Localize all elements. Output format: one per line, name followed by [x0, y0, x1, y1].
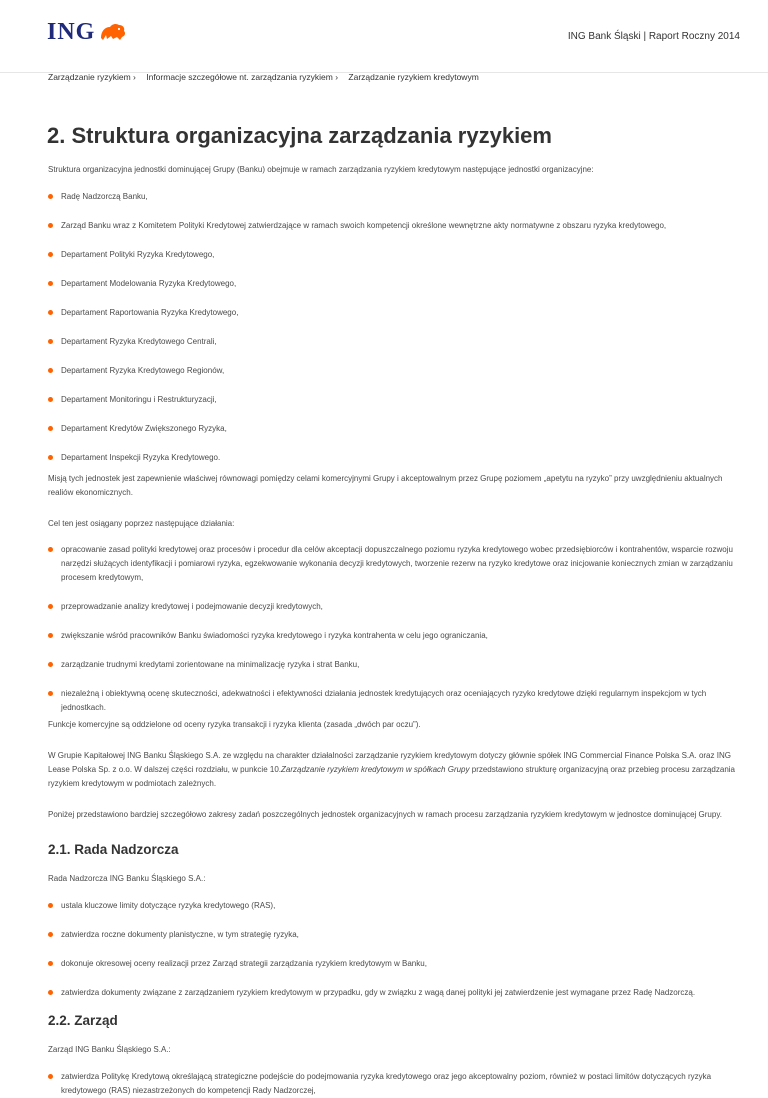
list-item: Departament Inspekcji Ryzyka Kredytowego.: [48, 451, 736, 465]
list-item: Departament Raportowania Ryzyka Kredytowego,: [48, 306, 736, 320]
list-item: Zarząd Banku wraz z Komitetem Polityki Kredytowej zatwierdzające w ramach swoich kompetencji określone wewnętrzne akty normatywne z obszaru ryzyka kredytowego,: [48, 219, 736, 233]
units-list: [48, 190, 736, 465]
list-item: zatwierdza dokumenty związane z zarządzaniem ryzykiem kredytowym w przypadku, gdy w związku z wagą danej polityki jej zatwierdzenie jest wymagane przez Radę Nadzorczą.: [48, 986, 736, 1000]
list-item: zwiększanie wśród pracowników Banku świadomości ryzyka kredytowego i ryzyka kontrahenta w celu jego ograniczania,: [48, 629, 736, 643]
group-text-start: W Grupie Kapitałowej ING Banku Śląskiego S.A. ze względu na charakter działalności zarządzanie ryzykiem kredytowym dotyczy głównie spółek ING Commercial Finance Polska S.A. oraz ING Lease Polska Sp. z o.o. W dalszej części rozdziału, w punkcie 10.: [48, 751, 731, 774]
report-title: ING Bank Śląski | Raport Roczny 2014: [567, 31, 740, 42]
list-item: zatwierdza Politykę Kredytową określającą strategiczne podejście do podejmowania ryzyka kredytowego oraz jego akceptowalny poziom, również w postaci limitów dotyczących ryzyka kredytowego (RAS) niezastrzeżonych do kompetencji Rady Nadzorczej,: [48, 1070, 736, 1098]
rada-nadzorcza-list: [48, 899, 736, 1000]
list-item: zarządzanie trudnymi kredytami zorientowane na minimalizację ryzyka i strat Banku,: [48, 658, 736, 672]
breadcrumb-item-risk-management[interactable]: Zarządzanie ryzykiem ›: [48, 72, 136, 82]
ing-logo[interactable]: [47, 20, 127, 44]
list-item: Departament Ryzyka Kredytowego Regionów,: [48, 364, 736, 378]
list-item: Departament Monitoringu i Restrukturyzacji,: [48, 393, 736, 407]
list-item: zatwierdza roczne dokumenty planistyczne, w tym strategię ryzyka,: [48, 928, 736, 942]
list-item: przeprowadzanie analizy kredytowej i podejmowanie decyzji kredytowych,: [48, 600, 736, 614]
list-item: Departament Ryzyka Kredytowego Centrali,: [48, 335, 736, 349]
page-title: 2. Struktura organizacyjna zarządzania ryzykiem: [47, 123, 552, 148]
logo-text: ING: [47, 19, 96, 45]
list-item: Departament Kredytów Zwiększonego Ryzyka,: [48, 422, 736, 436]
zarzad-intro: Zarząd ING Banku Śląskiego S.A.:: [48, 1045, 171, 1054]
zarzad-list: [48, 1070, 736, 1098]
breadcrumb-item-risk-details[interactable]: Informacje szczegółowe nt. zarządzania ryzykiem ›: [146, 72, 339, 82]
list-item: Departament Modelowania Ryzyka Kredytowego,: [48, 277, 736, 291]
section-heading-zarzad: 2.2. Zarząd: [48, 1013, 118, 1028]
commercial-paragraph: Funkcje komercyjne są oddzielone od oceny ryzyka transakcji i ryzyka klienta (zasada „dwóch par oczu”).: [48, 720, 421, 729]
lion-icon: [99, 22, 127, 42]
main-content: [48, 163, 736, 1098]
list-item: Departament Polityki Ryzyka Kredytowego,: [48, 248, 736, 262]
detail-paragraph: Poniżej przedstawiono bardziej szczegółowo zakresy zadań poszczególnych jednostek organizacyjnych w ramach procesu zarządzania ryzykiem kredytowym w jednostce dominującej Grupy.: [48, 810, 722, 819]
intro-paragraph: Struktura organizacyjna jednostki dominującej Grupy (Banku) obejmuje w ramach zarządzania ryzykiem kredytowym następujące jednostki organizacyjne:: [48, 165, 594, 174]
breadcrumb: [48, 72, 487, 82]
group-text-end: przedstawiono strukturę organizacyjną oraz przebieg procesu zarządzania ryzykiem kredytowym w podmiotach zależnych.: [48, 765, 735, 788]
list-item: dokonuje okresowej oceny realizacji przez Zarząd strategii zarządzania ryzykiem kredytowym w Banku,: [48, 957, 736, 971]
rada-nadzorcza-intro: Rada Nadzorcza ING Banku Śląskiego S.A.:: [48, 874, 206, 883]
goal-intro-paragraph: Cel ten jest osiągany poprzez następujące działania:: [48, 519, 235, 528]
page-header: [0, 0, 768, 73]
actions-list: [48, 543, 736, 715]
list-item: opracowanie zasad polityki kredytowej oraz procesów i procedur dla celów akceptacji dopuszczalnego poziomu ryzyka kredytowego wobec przedsiębiorców i kontrahentów, wsparcie rozwoju narzędzi służących identyfikacji i pomiarowi ryzyka, egzekwowanie wykonania decyzji kredytowych, tworzenie rezerw na ryzyko kredytowe oraz inicjowanie koniecznych zmian w zarządzaniu procesem kredytowym,: [48, 543, 736, 585]
list-item: ustala kluczowe limity dotyczące ryzyka kredytowego (RAS),: [48, 899, 736, 913]
section-heading-rada-nadzorcza: 2.1. Rada Nadzorcza: [48, 842, 179, 857]
list-item: niezależną i obiektywną ocenę skuteczności, adekwatności i efektywności działania jednostek kredytujących oraz oceniających ryzyko kredytowe dzięki regularnym inspekcjom w tych jednostkach.: [48, 687, 736, 715]
mission-paragraph: Misją tych jednostek jest zapewnienie właściwej równowagi pomiędzy celami komercyjnymi Grupy i akceptowalnym przez Grupę poziomem „apetytu na ryzyko” przy uwzględnieniu aktualnych realiów ekonomicznych.: [48, 474, 723, 497]
list-item: Radę Nadzorczą Banku,: [48, 190, 736, 204]
group-paragraph: [48, 749, 736, 791]
group-section-reference: Zarządzanie ryzykiem kredytowym w spółkach Grupy: [281, 765, 470, 774]
breadcrumb-item-credit-risk[interactable]: Zarządzanie ryzykiem kredytowym: [348, 72, 479, 82]
